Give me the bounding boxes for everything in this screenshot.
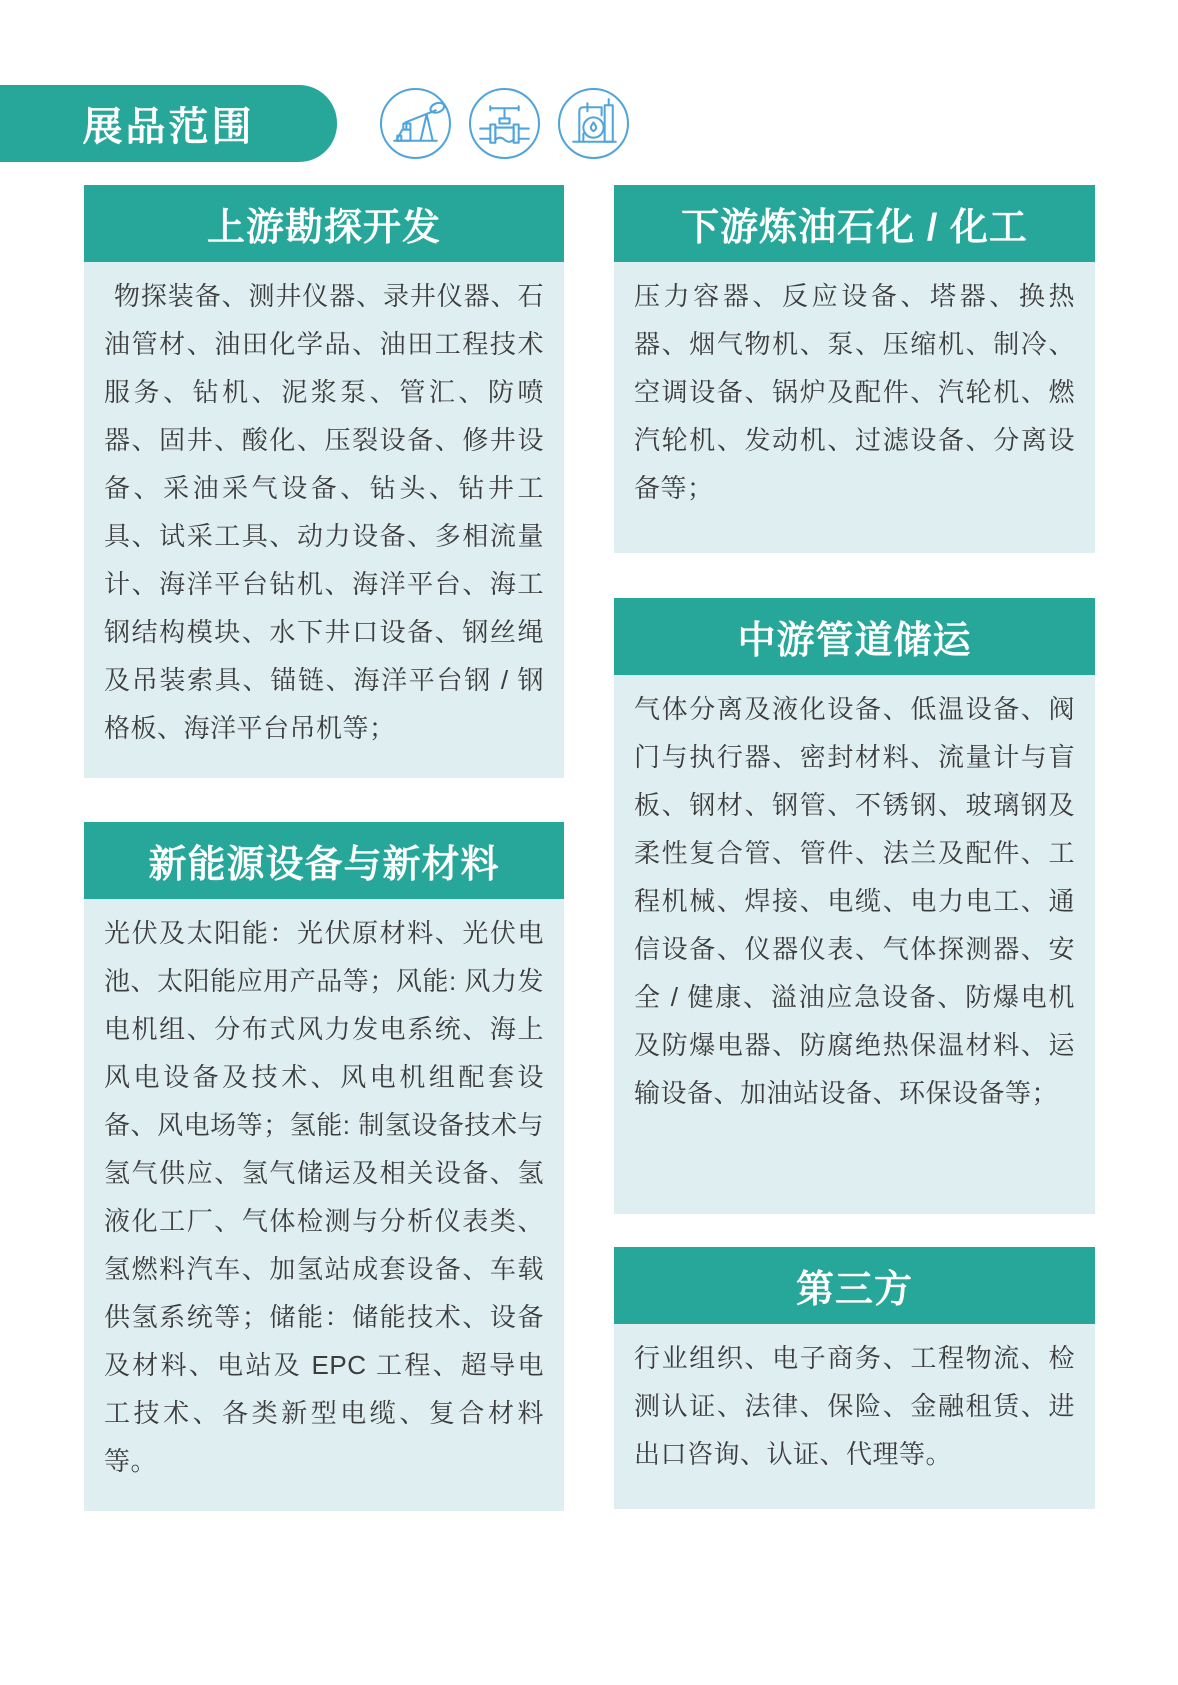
card-body-midstream: 气体分离及液化设备、低温设备、阀门与执行器、密封材料、流量计与盲板、钢材、钢管、不锈钢、玻璃钢及柔性复合管、管件、法兰及配件、工程机械、焊接、电缆、电力电工、通信设备、仪器仪表、气体探测器、安全 / 健康、溢油应急设备、防爆电机及防爆电器、防腐绝热保温材料、运输设备、加油站设备、环保设备等； [614,675,1095,1214]
page [0,85,1178,1685]
page-header [0,85,1178,162]
card-upstream [84,185,564,778]
card-body-third-party: 行业组织、电子商务、工程物流、检测认证、法律、保险、金融租赁、进出口咨询、认证、代理等。 [614,1324,1095,1509]
pumpjack-icon [379,87,452,160]
card-body-downstream: 压力容器、反应设备、塔器、换热器、烟气物机、泵、压缩机、制冷、空调设备、锅炉及配件、汽轮机、燃汽轮机、发动机、过滤设备、分离设备等； [614,262,1095,553]
icon-row [379,87,630,160]
card-downstream [614,185,1095,553]
page-title: 展品范围 [82,105,255,149]
right-column [614,185,1095,1509]
card-title-downstream: 下游炼油石化 / 化工 [614,185,1095,262]
card-title-third-party: 第三方 [614,1247,1095,1324]
card-grid [0,162,1178,1511]
card-body-new-energy: 光伏及太阳能：光伏原材料、光伏电池、太阳能应用产品等；风能: 风力发电机组、分布式风力发电系统、海上风电设备及技术、风电机组配套设备、风电场等；氢能: 制氢设备技术与氢气供应、氢气储运及相关设备、氢液化工厂、气体检测与分析仪表类、氢燃料汽车、加氢站成套设备、车载供氢系统等；储能：储能技术、设备及材料、电站及 EPC 工程、超导电工技术、各类新型电缆、复合材料等。 [84,899,564,1511]
section-banner [0,85,337,162]
card-midstream [614,598,1095,1214]
card-title-new-energy: 新能源设备与新材料 [84,822,564,899]
card-title-midstream: 中游管道储运 [614,598,1095,675]
left-column [84,185,564,1511]
card-new-energy [84,822,564,1511]
card-third-party [614,1247,1095,1509]
valve-icon [468,87,541,160]
refinery-icon [557,87,630,160]
card-title-upstream: 上游勘探开发 [84,185,564,262]
card-body-upstream: 物探装备、测井仪器、录井仪器、石油管材、油田化学品、油田工程技术服务、钻机、泥浆泵、管汇、防喷器、固井、酸化、压裂设备、修井设备、采油采气设备、钻头、钻井工具、试采工具、动力设备、多相流量计、海洋平台钻机、海洋平台、海工钢结构模块、水下井口设备、钢丝绳及吊装索具、锚链、海洋平台钢 / 钢格板、海洋平台吊机等； [84,262,564,778]
